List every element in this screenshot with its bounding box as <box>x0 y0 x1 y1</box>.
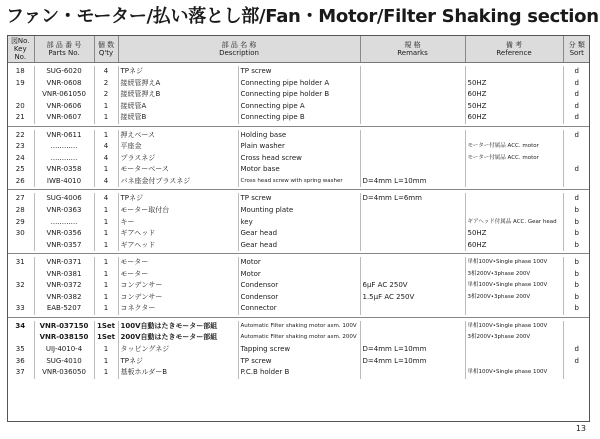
reference-cell: 50HZ <box>465 78 563 90</box>
parts-no-cell: VNR-061050 <box>34 89 94 101</box>
key-no-cell <box>7 89 34 101</box>
table-row <box>7 356 590 368</box>
qty-cell: 4 <box>94 141 118 153</box>
description-en-cell: Condensor <box>238 280 360 292</box>
parts-no-cell: UIJ-4010-4 <box>34 344 94 356</box>
key-no-cell: 23 <box>15 142 25 151</box>
sort-cell: d <box>563 193 590 205</box>
parts-no-cell: VNR-0608 <box>34 78 94 90</box>
description-en-cell: Connecting pipe B <box>238 112 360 124</box>
remarks-cell <box>360 217 465 229</box>
parts-no-cell: VNR-0363 <box>34 205 94 217</box>
qty-cell: 1 <box>94 356 118 368</box>
description-jp-cell: TPネジ <box>118 193 238 205</box>
description-jp-cell: ギアヘッド <box>118 240 238 252</box>
remarks-cell <box>360 130 465 142</box>
description-en-cell: Connecting pipe A <box>238 101 360 113</box>
key-no-cell: 28 <box>15 206 25 215</box>
remarks-cell: D=4mm L=10mm <box>360 356 465 368</box>
description-en-cell: Holding base <box>238 130 360 142</box>
description-jp-cell: ギアヘッド <box>118 228 238 240</box>
remarks-cell <box>360 78 465 90</box>
description-en-cell: Connecting pipe holder B <box>238 89 360 101</box>
qty-cell: 1 <box>94 367 118 379</box>
parts-no-cell: VNR-0606 <box>34 101 94 113</box>
reference-cell: 単相100V•Single phase 100V <box>465 367 563 379</box>
reference-cell: モーター付属品 ACC. motor <box>465 141 563 153</box>
sort-cell: d <box>563 112 590 124</box>
table-row <box>7 292 590 304</box>
description-jp-cell: 100V自動はたきモーター部組 <box>118 321 238 333</box>
qty-cell: 1 <box>94 344 118 356</box>
table-row <box>7 153 590 165</box>
description-jp-cell: 接続管押えB <box>118 89 238 101</box>
key-no-cell: 18 <box>15 67 25 75</box>
remarks-cell <box>360 89 465 101</box>
reference-cell: 3相200V•3phase 200V <box>465 269 563 281</box>
reference-cell: モーター付属品 ACC. motor <box>465 153 563 165</box>
description-jp-cell: タッピングネジ <box>118 344 238 356</box>
remarks-cell: 1.5μF AC 250V <box>360 292 465 304</box>
header-description: 部 品 名 称 Description <box>118 35 360 63</box>
reference-cell: 60HZ <box>465 240 563 252</box>
key-no-cell: 32 <box>15 281 25 290</box>
header-reference: 備 考 Reference <box>465 35 563 63</box>
description-en-cell: TP screw <box>238 193 360 205</box>
remarks-cell <box>360 153 465 165</box>
table-row <box>7 344 590 356</box>
description-en-cell: Automatic Filter shaking motor asm. 200V <box>238 332 360 344</box>
reference-cell <box>465 66 563 78</box>
qty-cell: 4 <box>94 193 118 205</box>
description-en-cell: Connecting pipe holder A <box>238 78 360 90</box>
key-no-cell: 34 <box>15 321 26 330</box>
table-row <box>7 367 590 379</box>
parts-no-cell: VNR-0356 <box>34 228 94 240</box>
qty-cell: 1 <box>94 240 118 252</box>
reference-cell: 60HZ <box>465 112 563 124</box>
description-en-cell: P.C.B holder B <box>238 367 360 379</box>
qty-cell: 1 <box>94 101 118 113</box>
parts-no-cell: EAB-5207 <box>34 303 94 315</box>
qty-cell: 4 <box>94 66 118 78</box>
parts-no-cell: VNR-0371 <box>34 257 94 269</box>
remarks-cell <box>360 367 465 379</box>
key-no-cell: 24 <box>15 153 25 162</box>
table-row <box>7 280 590 292</box>
parts-no-cell: VNR-0607 <box>34 112 94 124</box>
key-no-cell <box>7 240 34 252</box>
description-jp-cell: プラスネジ <box>118 153 238 165</box>
reference-cell <box>465 356 563 368</box>
description-jp-cell: 押えベース <box>118 130 238 142</box>
parts-no-cell: VNR-0357 <box>34 240 94 252</box>
reference-cell: 単相100V•Single phase 100V <box>465 280 563 292</box>
description-jp-cell: 200V自動はたきモーター部組 <box>118 332 238 344</box>
description-jp-cell: モーター <box>118 257 238 269</box>
key-no-cell <box>7 332 34 344</box>
sort-cell: b <box>563 303 590 315</box>
sort-cell <box>563 141 590 153</box>
table-row <box>7 130 590 142</box>
reference-cell: ギアヘッド付属品 ACC. Gear head <box>465 217 563 229</box>
key-no-cell: 20 <box>15 101 25 110</box>
reference-cell: 単相100V•Single phase 100V <box>465 321 563 333</box>
qty-cell: 4 <box>94 176 118 188</box>
remarks-cell <box>360 257 465 269</box>
remarks-cell <box>360 321 465 333</box>
header-sort: 分 類 Sort <box>563 35 590 63</box>
key-no-cell: 27 <box>15 194 25 203</box>
reference-cell <box>465 193 563 205</box>
remarks-cell <box>360 66 465 78</box>
description-en-cell: Tapping screw <box>238 344 360 356</box>
sort-cell: b <box>563 269 590 281</box>
key-no-cell <box>7 269 34 281</box>
reference-cell: 50HZ <box>465 101 563 113</box>
qty-cell: 1 <box>94 130 118 142</box>
table-row <box>7 205 590 217</box>
description-en-cell: Automatic Filter shaking motor asm. 100V <box>238 321 360 333</box>
remarks-cell: D=4mm L=10mm <box>360 344 465 356</box>
qty-cell: 1 <box>94 217 118 229</box>
reference-cell: 50HZ <box>465 228 563 240</box>
table-row <box>7 332 590 344</box>
sort-cell: d <box>563 66 590 78</box>
description-jp-cell: 基板ホルダーB <box>118 367 238 379</box>
description-en-cell: Motor base <box>238 164 360 176</box>
parts-no-cell: VNR-0381 <box>34 269 94 281</box>
table-row <box>7 257 590 269</box>
sort-cell: b <box>563 217 590 229</box>
qty-cell: 1 <box>94 257 118 269</box>
sort-cell <box>563 153 590 165</box>
description-en-cell: TP screw <box>238 356 360 368</box>
qty-cell: 1 <box>94 303 118 315</box>
sort-cell <box>563 176 590 188</box>
sort-cell: b <box>563 280 590 292</box>
description-en-cell: Cross head screw <box>238 153 360 165</box>
key-no-cell: 36 <box>15 356 25 365</box>
header-qty: 個 数 Q'ty <box>94 35 118 63</box>
sort-cell <box>563 367 590 379</box>
qty-cell: 1 <box>94 205 118 217</box>
qty-cell: 2 <box>94 78 118 90</box>
key-no-cell: 22 <box>15 130 25 139</box>
description-jp-cell: コンデンサー <box>118 280 238 292</box>
remarks-cell <box>360 240 465 252</box>
key-no-cell: 35 <box>15 345 25 354</box>
description-jp-cell: TPネジ <box>118 356 238 368</box>
key-no-cell: 21 <box>15 113 25 122</box>
table-row <box>7 164 590 176</box>
remarks-cell <box>360 269 465 281</box>
table-row <box>7 269 590 281</box>
header-remarks: 規 格 Remarks <box>360 35 465 63</box>
reference-cell <box>465 130 563 142</box>
parts-no-cell: VNR-036050 <box>34 367 94 379</box>
parts-no-cell: ............ <box>34 153 94 165</box>
qty-cell: 1Set <box>94 332 118 344</box>
sort-cell: d <box>563 130 590 142</box>
sort-cell: d <box>563 344 590 356</box>
description-jp-cell: モーター取付台 <box>118 205 238 217</box>
description-jp-cell: 平座金 <box>118 141 238 153</box>
header-key-no: 図No. Key No. <box>7 35 34 63</box>
page-number: 13 <box>575 424 586 433</box>
parts-no-cell: IWB-4010 <box>34 176 94 188</box>
table-row <box>7 303 590 315</box>
remarks-cell: D=4mm L=6mm <box>360 193 465 205</box>
description-en-cell: Motor <box>238 257 360 269</box>
key-no-cell: 19 <box>15 78 25 87</box>
key-no-cell: 33 <box>15 304 25 313</box>
parts-no-cell: ............ <box>34 217 94 229</box>
table-row <box>7 240 590 252</box>
reference-cell <box>465 344 563 356</box>
remarks-cell: D=4mm L=10mm <box>360 176 465 188</box>
qty-cell: 1 <box>94 228 118 240</box>
description-en-cell: Condensor <box>238 292 360 304</box>
remarks-cell <box>360 332 465 344</box>
remarks-cell: 6μF AC 250V <box>360 280 465 292</box>
remarks-cell <box>360 205 465 217</box>
reference-cell: 3相200V•3phase 200V <box>465 292 563 304</box>
parts-no-cell: VNR-037150 <box>34 321 94 333</box>
table-row <box>7 141 590 153</box>
description-en-cell: Plain washer <box>238 141 360 153</box>
table-row <box>7 217 590 229</box>
description-jp-cell: モーターベース <box>118 164 238 176</box>
sort-cell <box>563 321 590 333</box>
description-en-cell: Mounting plate <box>238 205 360 217</box>
sort-cell: b <box>563 205 590 217</box>
description-en-cell: Motor <box>238 269 360 281</box>
qty-cell: 2 <box>94 89 118 101</box>
reference-cell <box>465 176 563 188</box>
sort-cell: b <box>563 228 590 240</box>
parts-table <box>7 35 590 379</box>
description-jp-cell: モーター <box>118 269 238 281</box>
description-jp-cell: バネ座金付プラスネジ <box>118 176 238 188</box>
sort-cell: d <box>563 164 590 176</box>
description-jp-cell: TPネジ <box>118 66 238 78</box>
sort-cell: d <box>563 78 590 90</box>
table-row <box>7 66 590 78</box>
page-title: ファン・モーター/払い落とし部/Fan・Motor/Filter Shaking section <box>6 6 599 27</box>
qty-cell: 1 <box>94 164 118 176</box>
key-no-cell: 31 <box>15 258 25 267</box>
table-row <box>7 193 590 205</box>
reference-cell <box>465 205 563 217</box>
header-parts-no: 部 品 番 号 Parts No. <box>34 35 94 63</box>
qty-cell: 4 <box>94 153 118 165</box>
table-row <box>7 321 590 333</box>
parts-no-cell: ............ <box>34 141 94 153</box>
table-row <box>7 228 590 240</box>
key-no-cell <box>7 292 34 304</box>
parts-no-cell: VNR-0358 <box>34 164 94 176</box>
table-row <box>7 112 590 124</box>
sort-cell: b <box>563 292 590 304</box>
qty-cell: 1Set <box>94 321 118 333</box>
sort-cell <box>563 332 590 344</box>
table-header-row <box>7 35 590 63</box>
table-row <box>7 101 590 113</box>
description-jp-cell: コネクター <box>118 303 238 315</box>
reference-cell: 60HZ <box>465 89 563 101</box>
parts-no-cell: SUG-4010 <box>34 356 94 368</box>
parts-no-cell: VNR-0382 <box>34 292 94 304</box>
remarks-cell <box>360 228 465 240</box>
remarks-cell <box>360 164 465 176</box>
table-row <box>7 89 590 101</box>
sort-cell: d <box>563 356 590 368</box>
description-jp-cell: 接続管B <box>118 112 238 124</box>
description-jp-cell: 接続管A <box>118 101 238 113</box>
parts-no-cell: SUG-4006 <box>34 193 94 205</box>
qty-cell: 1 <box>94 292 118 304</box>
description-en-cell: key <box>238 217 360 229</box>
description-jp-cell: キー <box>118 217 238 229</box>
description-en-cell: Gear head <box>238 240 360 252</box>
description-jp-cell: コンデンサー <box>118 292 238 304</box>
qty-cell: 1 <box>94 112 118 124</box>
key-no-cell: 25 <box>15 165 25 174</box>
parts-no-cell: SUG-6020 <box>34 66 94 78</box>
remarks-cell <box>360 303 465 315</box>
description-en-cell: Gear head <box>238 228 360 240</box>
key-no-cell: 37 <box>15 368 25 377</box>
reference-cell <box>465 164 563 176</box>
parts-no-cell: VNR-0372 <box>34 280 94 292</box>
description-en-cell: TP screw <box>238 66 360 78</box>
table-row <box>7 78 590 90</box>
description-jp-cell: 接続管押えA <box>118 78 238 90</box>
parts-no-cell: VNR-038150 <box>34 332 94 344</box>
remarks-cell <box>360 112 465 124</box>
sort-cell: d <box>563 89 590 101</box>
remarks-cell <box>360 141 465 153</box>
parts-no-cell: VNR-0611 <box>34 130 94 142</box>
qty-cell: 1 <box>94 269 118 281</box>
sort-cell: d <box>563 101 590 113</box>
description-en-cell: Connector <box>238 303 360 315</box>
remarks-cell <box>360 101 465 113</box>
qty-cell: 1 <box>94 280 118 292</box>
reference-cell: 3相200V•3phase 200V <box>465 332 563 344</box>
description-en-cell: Cross head screw with spring washer <box>238 176 360 188</box>
reference-cell: 単相100V•Single phase 100V <box>465 257 563 269</box>
table-row <box>7 176 590 188</box>
reference-cell <box>465 303 563 315</box>
key-no-cell: 30 <box>15 229 25 238</box>
sort-cell: b <box>563 257 590 269</box>
key-no-cell: 29 <box>15 217 25 226</box>
key-no-cell: 26 <box>15 176 25 185</box>
sort-cell: b <box>563 240 590 252</box>
